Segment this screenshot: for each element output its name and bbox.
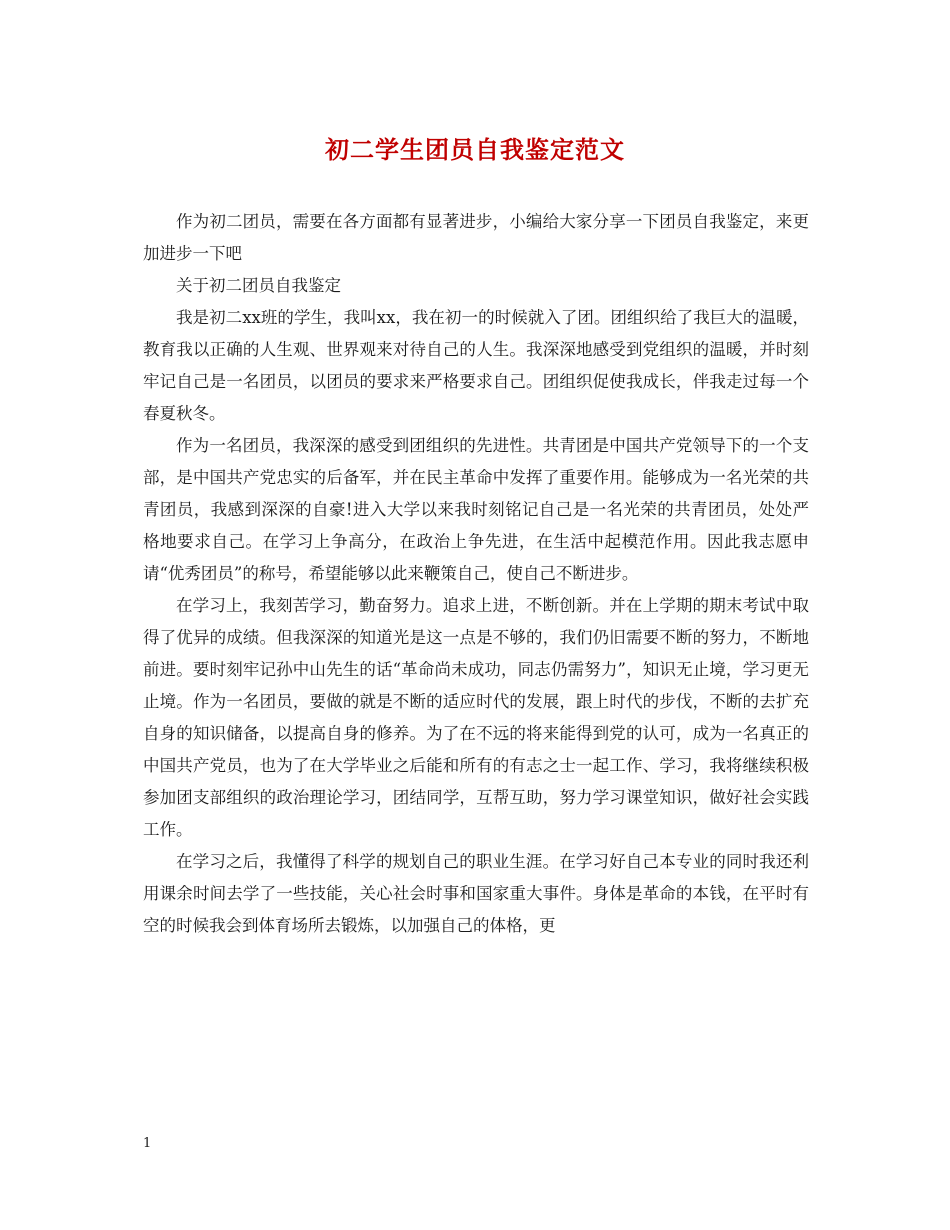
paragraph-2: 作为一名团员，我深深的感受到团组织的先进性。共青团是中国共产党领导下的一个支部，是中国共产党忠实的后备军，并在民主革命中发挥了重要作用。能够成为一名光荣的共青团员，我感到深深的自豪!进入大学以来我时刻铭记自己是一名光荣的共青团员，处处严格地要求自己。在学习上争高分，在政治上争先进，在生活中起模范作用。因此我志愿申请“优秀团员”的称号，希望能够以此来鞭策自己，使自己不断进步。 bbox=[143, 436, 809, 583]
paragraph-1: 我是初二xx班的学生，我叫xx，我在初一的时候就入了团。团组织给了我巨大的温暖，教育我以正确的人生观、世界观来对待自己的人生。我深深地感受到党组织的温暖，并时刻牢记自己是一名团员，以团员的要求来严格要求自己。团组织促使我成长，伴我走过每一个春夏秋冬。 bbox=[143, 308, 809, 423]
document-title: 初二学生团员自我鉴定范文 bbox=[325, 135, 625, 164]
paragraph-3: 在学习上，我刻苦学习，勤奋努力。追求上进，不断创新。并在上学期的期末考试中取得了优异的成绩。但我深深的知道光是这一点是不够的，我们仍旧需要不断的努力，不断地前进。要时刻牢记孙中山先生的话“革命尚未成功，同志仍需努力”，知识无止境，学习更无止境。作为一名团员，要做的就是不断的适应时代的发展，跟上时代的步伐，不断的去扩充自身的知识储备，以提高自身的修养。为了在不远的将来能得到党的认可，成为一名真正的中国共产党员，也为了在大学毕业之后能和所有的有志之士一起工作、学习，我将继续积极参加团支部组织的政治理论学习，团结同学，互帮互助，努力学习课堂知识，做好社会实践工作。 bbox=[143, 596, 809, 839]
document-body bbox=[143, 206, 809, 942]
paragraph-intro: 作为初二团员，需要在各方面都有显著进步，小编给大家分享一下团员自我鉴定，来更加进步一下吧 bbox=[143, 212, 809, 263]
paragraph-4: 在学习之后，我懂得了科学的规划自己的职业生涯。在学习好自己本专业的同时我还利用课余时间去学了一些技能，关心社会时事和国家重大事件。身体是革命的本钱，在平时有空的时候我会到体育场所去锻炼，以加强自己的体格，更 bbox=[143, 852, 809, 935]
page-number: 1 bbox=[143, 1136, 152, 1151]
paragraph-subheading: 关于初二团员自我鉴定 bbox=[176, 276, 341, 295]
